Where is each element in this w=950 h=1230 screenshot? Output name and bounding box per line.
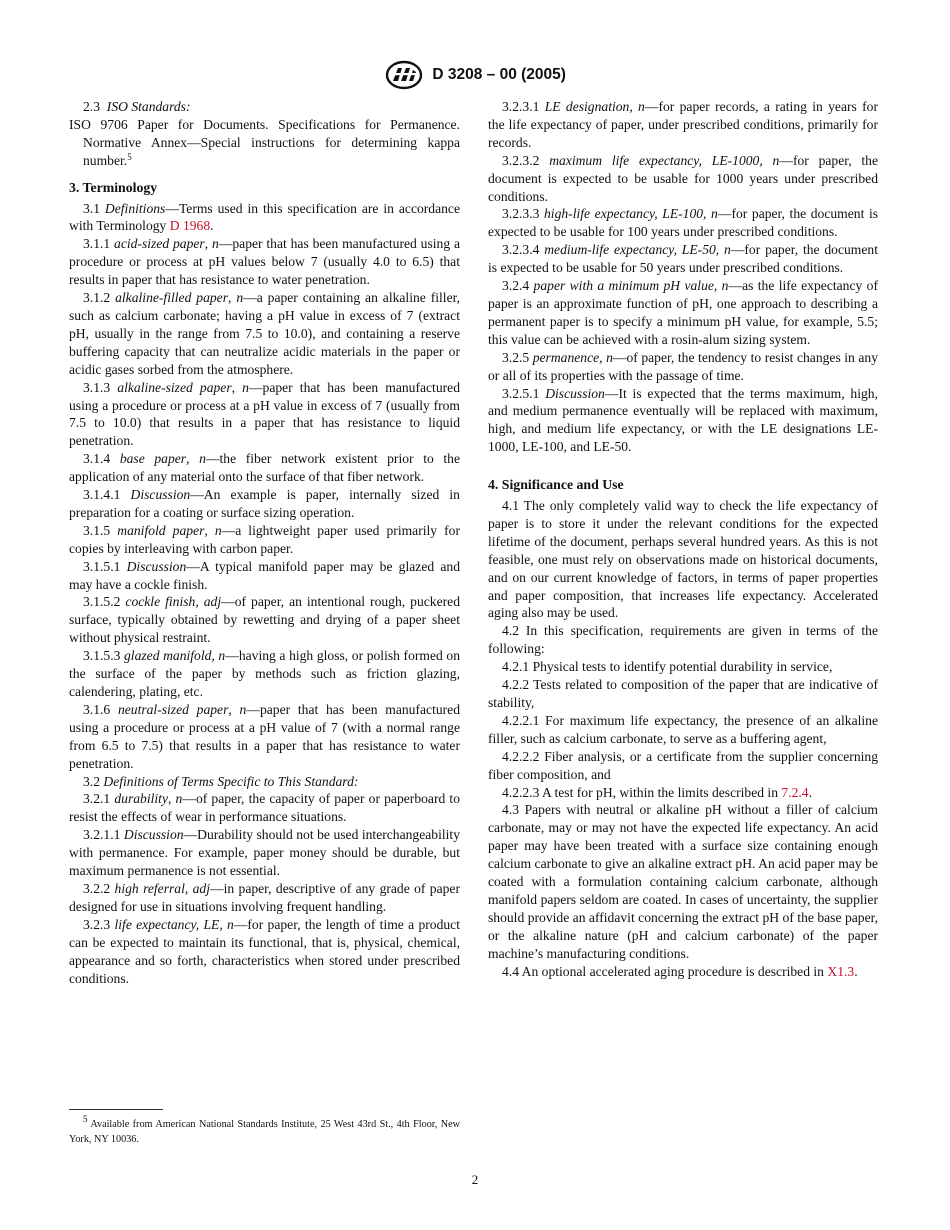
section-4-heading: 4. Significance and Use bbox=[488, 477, 624, 493]
footnote-text: Available from American National Standards Institute, 25 West 43rd St., 4th Floor, New York, NY 10036. bbox=[69, 1119, 460, 1145]
para-3-1: 3.1 Definitions—Terms used in this specification are in accordance with Terminology D 1968. bbox=[69, 200, 460, 234]
para-4-2: 4.2 In this specification, requirements are given in terms of the following: bbox=[488, 623, 878, 657]
para-3-1-1: 3.1.1 acid-sized paper, n—paper that has been manufactured using a procedure or process at pH values below 7 (usually 4.0 to 6.5) that results in paper that has resistance to water penetration. bbox=[69, 236, 461, 288]
para-4-2-1: 4.2.1 Physical tests to identify potential durability in service, bbox=[502, 659, 833, 675]
para-3-1-6: 3.1.6 neutral-sized paper, n—paper that has been manufactured using a procedure or process at a pH value of 7 (with a normal range from 6.5 to 7.5) that results in a paper that has resistance to water penetration. bbox=[69, 701, 460, 771]
para-4-2-2-3: 4.2.2.3 A test for pH, within the limits described in 7.2.4. bbox=[502, 784, 812, 800]
para-3-2-4: 3.2.4 paper with a minimum pH value, n—as the life expectancy of paper is an approximate function of pH, one approach to describing a permanent paper is to specify a minimum pH value, for example, 5.5; this value can be achieved with a rosin-alum sizing system. bbox=[488, 278, 878, 347]
footnote-ref: 5 bbox=[127, 151, 132, 162]
para-3-2-3: 3.2.3 life expectancy, LE, n—for paper, the length of time a product can be expected to maintain its functional, that is, physical, chemical, appearance and so forth, characteristics when stored under prescribed conditions. bbox=[69, 916, 460, 986]
para-3-1-5-3: 3.1.5.3 glazed manifold, n—having a high gloss, or polish formed on the surface of the paper by methods such as friction glazing, calendering, plating, etc. bbox=[69, 648, 460, 699]
para-3-2-1-1: 3.2.1.1 Discussion—Durability should not be used interchangeability with permanence. For example, paper money should be durable, but maximum permanence is not essential. bbox=[69, 827, 460, 879]
document-designation: D 3208 – 00 (2005) bbox=[432, 66, 566, 83]
link-d1968[interactable]: D 1968 bbox=[169, 218, 211, 234]
para-3-1-5: 3.1.5 manifold paper, n—a lightweight paper used primarily for copies by interleaving with carbon paper. bbox=[69, 522, 460, 556]
para-3-1-5-2: 3.1.5.2 cockle finish, adj—of paper, an intentional rough, puckered surface, typically obtained by rewetting and drying of a paper sheet without physical restraint. bbox=[69, 594, 460, 646]
para-3-2-3-4: 3.2.3.4 medium-life expectancy, LE-50, n—for paper, the document is expected to be usable for 50 years under prescribed conditions. bbox=[488, 242, 878, 276]
para-4-4: 4.4 An optional accelerated aging procedure is described in X1.3. bbox=[502, 963, 858, 979]
para-4-2-2: 4.2.2 Tests related to composition of the paper that are indicative of stability, bbox=[488, 677, 878, 710]
para-3-1-4: 3.1.4 base paper, n—the fiber network existent prior to the application of any material onto the surface of that fiber network. bbox=[69, 451, 461, 485]
para-3-2-3-3: 3.2.3.3 high-life expectancy, LE-100, n—for paper, the document is expected to be usable for 100 years under prescribed conditions. bbox=[488, 206, 879, 240]
para-3-2-3-1: 3.2.3.1 LE designation, n—for paper records, a rating in years for the life expectancy of paper, under prescribed conditions, primarily for records. bbox=[488, 99, 878, 150]
link-7-2-4[interactable]: 7.2.4 bbox=[781, 784, 809, 800]
left-column bbox=[69, 98, 460, 987]
para-3-1-4-1: 3.1.4.1 Discussion—An example is paper, internally sized in preparation for a coating or surface sizing operation. bbox=[69, 487, 460, 520]
section-3-heading: 3. Terminology bbox=[69, 179, 158, 195]
astm-logo-icon bbox=[384, 60, 424, 90]
para-3-1-5-1: 3.1.5.1 Discussion—A typical manifold paper may be glazed and may have a cockle finish. bbox=[69, 558, 460, 592]
para-3-2-2: 3.2.2 high referral, adj—in paper, descriptive of any grade of paper designed for use in situations involving frequent handling. bbox=[69, 880, 460, 914]
para-4-1: 4.1 The only completely valid way to check the life expectancy of paper is to store it under the relevant conditions for the expected lifetime of the document, perhaps several hundred years. As this is not feasible, one must rely on observations made on historical documents, and on our current knowledge of factors, in terms of paper properties and paper composition, that increases life expectancy. Accelerated aging also may be used. bbox=[488, 498, 878, 621]
para-3-1-2: 3.1.2 alkaline-filled paper, n—a paper containing an alkaline filler, such as calcium carbonate; having a pH value in excess of 7 (extract pH, usually in the range from 7.5 to 10.0), and containing a reserve buffering capacity that can neutralize acidic materials in the paper or acidic gases sorbed from the atmosphere. bbox=[69, 290, 460, 377]
para-3-1-3: 3.1.3 alkaline-sized paper, n—paper that has been manufactured using a procedure or process at a pH value in excess of 7 (usually from 7.5 to 10.0) that results in a paper that has resistance to liquid penetration. bbox=[69, 379, 460, 449]
para-3-2-3-2: 3.2.3.2 maximum life expectancy, LE-1000, n—for paper, the document is expected to be usable for 1000 years under prescribed conditions. bbox=[488, 152, 879, 204]
page-header bbox=[0, 60, 950, 90]
link-x1-3[interactable]: X1.3 bbox=[827, 963, 855, 979]
para-3-2-5: 3.2.5 permanence, n—of paper, the tendency to resist changes in any or all of its properties with the passage of time. bbox=[488, 349, 878, 383]
para-4-2-2-1: 4.2.2.1 For maximum life expectancy, the presence of an alkaline filler, such as calcium carbonate, to serve as a buffering agent, bbox=[488, 712, 878, 746]
footnote-divider bbox=[69, 1109, 163, 1110]
para-4-2-2-2: 4.2.2.2 Fiber analysis, or a certificate from the supplier concerning fiber composition, and bbox=[488, 748, 878, 782]
para-3-2: 3.2 Definitions of Terms Specific to This Standard: bbox=[83, 773, 359, 789]
page-number: 2 bbox=[471, 1172, 479, 1187]
para-3-2-1: 3.2.1 durability, n—of paper, the capacity of paper or paperboard to resist the effects of wear in performance situations. bbox=[69, 791, 461, 825]
section-2-3: 2.3 ISO Standards: bbox=[83, 99, 191, 114]
footnote-number: 5 bbox=[83, 1114, 88, 1124]
para-4-3: 4.3 Papers with neutral or alkaline pH without a filler of calcium carbonate, may or may not have the expected life expectancy. An acid paper may have been treated with a surface size containing enough calcium carbonate to give an alkaline extract pH. An acid paper may be coated with a formulation containing calcium carbonate, although manifold papers seldom are coated. In cases of uncertainty, the supplier should provide an affidavit concerning the extract pH of the base paper, or the alkaline nature (pH and calcium carbonate) of the paper machine’s manufacturing conditions. bbox=[488, 802, 878, 961]
para-3-2-5-1: 3.2.5.1 Discussion—It is expected that the terms maximum, high, and medium permanence eventually will be replaced with maximum, high, and medium life expectancy, or with the LE designations LE-1000, LE-100, and LE-50. bbox=[488, 385, 878, 455]
right-column bbox=[488, 98, 878, 981]
footnote bbox=[69, 1114, 460, 1147]
iso-9706-reference: ISO 9706 Paper for Documents. Specifications for Permanence. Normative Annex—Special instructions for determining kappa number.$^5$ bbox=[69, 116, 460, 168]
